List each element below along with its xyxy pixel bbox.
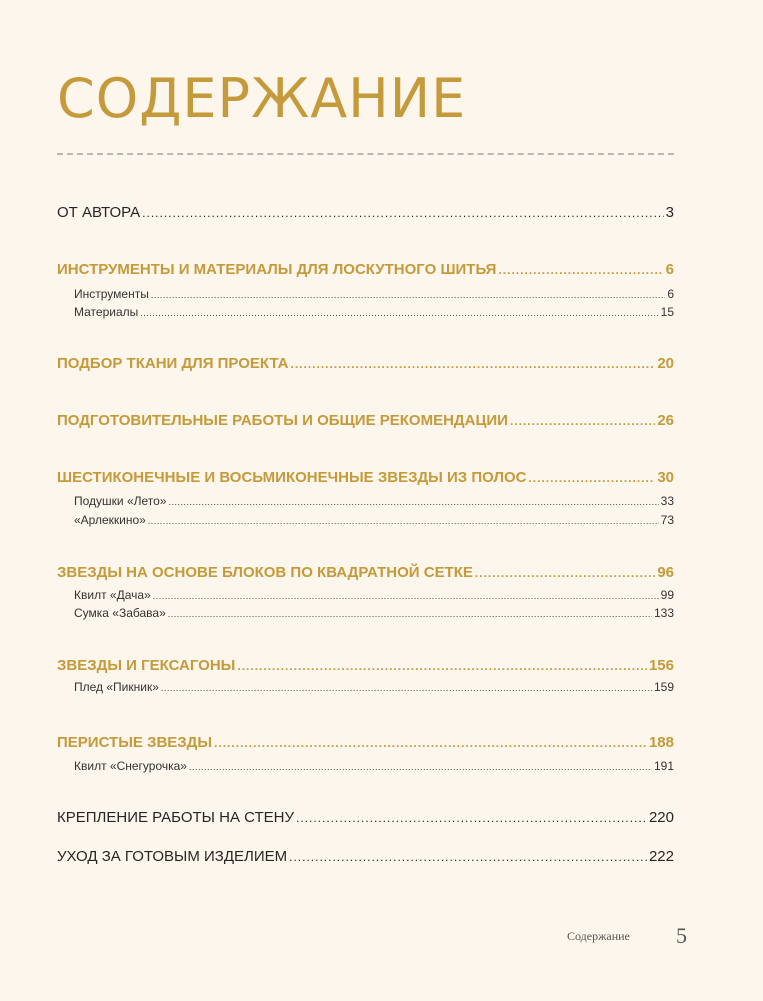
- dot-leader: [237, 659, 647, 673]
- dot-leader: [153, 591, 659, 601]
- toc-entry-title: УХОД ЗА ГОТОВЫМ ИЗДЕЛИЕМ: [57, 848, 288, 865]
- toc-entry-fabric[interactable]: [57, 355, 674, 372]
- dot-leader: [142, 206, 663, 220]
- dot-leader: [291, 357, 656, 371]
- page-number: 5: [676, 923, 687, 948]
- toc-entry-page: 20: [657, 355, 674, 372]
- toc-entry-title: КРЕПЛЕНИЕ РАБОТЫ НА СТЕНУ: [57, 809, 294, 826]
- toc-subentry-dacha[interactable]: [74, 588, 674, 602]
- toc-entry-title: Инструменты: [74, 287, 149, 301]
- toc-entry-title: ОТ АВТОРА: [57, 204, 141, 221]
- dot-leader: [168, 497, 658, 507]
- toc-entry-title: ИНСТРУМЕНТЫ И МАТЕРИАЛЫ ДЛЯ ЛОСКУТНОГО ШИТЬЯ: [57, 261, 497, 278]
- toc-entry-page: 156: [648, 657, 674, 674]
- toc-entry-title: Сумка «Забава»: [74, 606, 166, 620]
- dashed-divider: [57, 153, 674, 155]
- toc-entry-wall-mounting[interactable]: [57, 809, 674, 826]
- toc-entry-title: ПЕРИСТЫЕ ЗВЕЗДЫ: [57, 734, 213, 751]
- toc-subentry-snegurochka[interactable]: [74, 759, 674, 773]
- toc-entry-title: Квилт «Снегурочка»: [74, 759, 187, 773]
- dot-leader: [214, 736, 647, 750]
- dot-leader: [168, 609, 652, 619]
- dot-leader: [528, 471, 655, 485]
- dot-leader: [148, 516, 659, 526]
- toc-entry-page: 96: [657, 564, 674, 581]
- toc-subentry-materials[interactable]: [74, 305, 674, 319]
- toc-entry-title: Плед «Пикник»: [74, 680, 159, 694]
- dot-leader: [151, 290, 665, 300]
- toc-entry-tools-materials[interactable]: [57, 261, 674, 278]
- toc-entry-page: 220: [648, 809, 674, 826]
- toc-entry-page: 33: [660, 494, 674, 508]
- toc-entry-page: 159: [653, 680, 674, 694]
- toc-entry-title: ПОДБОР ТКАНИ ДЛЯ ПРОЕКТА: [57, 355, 289, 372]
- toc-entry-title: Материалы: [74, 305, 139, 319]
- running-footer-section: Содержание: [567, 929, 630, 943]
- toc-entry-page: 73: [660, 513, 674, 527]
- toc-entry-page: 133: [653, 606, 674, 620]
- toc-entry-page: 6: [665, 261, 674, 278]
- dot-leader: [510, 414, 655, 428]
- toc-entry-hexagons[interactable]: [57, 657, 674, 674]
- toc-entry-page: 6: [667, 287, 674, 301]
- toc-entry-author[interactable]: [57, 204, 674, 221]
- toc-entry-title: ЗВЕЗДЫ И ГЕКСАГОНЫ: [57, 657, 236, 674]
- dot-leader: [475, 566, 655, 580]
- dot-leader: [189, 762, 652, 772]
- toc-entry-page: 99: [660, 588, 674, 602]
- toc-entry-square-grid-stars[interactable]: [57, 564, 674, 581]
- dot-leader: [289, 850, 647, 864]
- toc-entry-page: 222: [648, 848, 674, 865]
- toc-entry-title: Квилт «Дача»: [74, 588, 151, 602]
- toc-entry-page: 15: [660, 305, 674, 319]
- toc-subentry-arlekkino[interactable]: [74, 513, 674, 527]
- toc-subentry-piknik[interactable]: [74, 680, 674, 694]
- dot-leader: [296, 811, 647, 825]
- toc-entry-title: ЗВЕЗДЫ НА ОСНОВЕ БЛОКОВ ПО КВАДРАТНОЙ СЕТКЕ: [57, 564, 473, 581]
- page-title: СОДЕРЖАНИЕ: [57, 67, 467, 130]
- toc-entry-care[interactable]: [57, 848, 674, 865]
- dot-leader: [161, 683, 652, 693]
- toc-entry-feathered-stars[interactable]: [57, 734, 674, 751]
- toc-entry-page: 3: [665, 204, 674, 221]
- toc-entry-title: «Арлеккино»: [74, 513, 146, 527]
- toc-subentry-leto[interactable]: [74, 494, 674, 508]
- toc-entry-strip-stars[interactable]: [57, 469, 674, 486]
- dot-leader: [498, 263, 663, 277]
- toc-entry-page: 188: [648, 734, 674, 751]
- toc-entry-page: 30: [657, 469, 674, 486]
- toc-subentry-zabava[interactable]: [74, 606, 674, 620]
- toc-entry-title: ПОДГОТОВИТЕЛЬНЫЕ РАБОТЫ И ОБЩИЕ РЕКОМЕНДАЦИИ: [57, 412, 508, 429]
- toc-entry-page: 191: [653, 759, 674, 773]
- toc-entry-title: ШЕСТИКОНЕЧНЫЕ И ВОСЬМИКОНЕЧНЫЕ ЗВЕЗДЫ ИЗ ПОЛОС: [57, 469, 527, 486]
- toc-entry-title: Подушки «Лето»: [74, 494, 167, 508]
- dot-leader: [140, 308, 658, 318]
- toc-entry-preparation[interactable]: [57, 412, 674, 429]
- toc-subentry-tools[interactable]: [74, 287, 674, 301]
- toc-entry-page: 26: [657, 412, 674, 429]
